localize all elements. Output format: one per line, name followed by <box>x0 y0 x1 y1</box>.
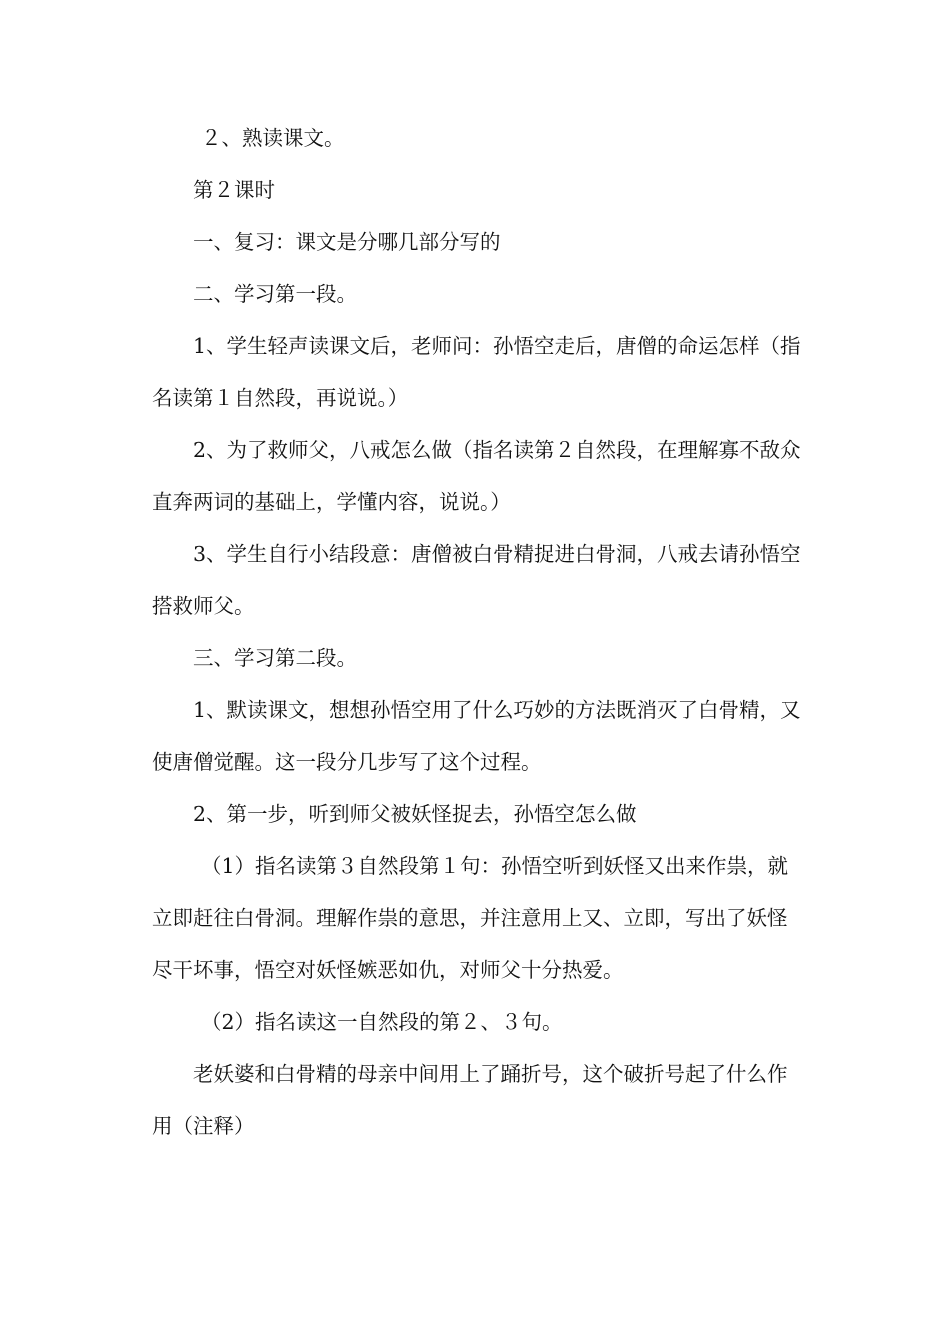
paragraph-review: 一、复习：课文是分哪几部分写的 <box>193 230 501 254</box>
paragraph-sub-item-1: （1）指名读第３自然段第１句：孙悟空听到妖怪又出来作祟，就立即赶往白骨洞。理解作祟的意思，并注意用上又、立即，写出了妖怪尽干坏事，悟空对妖怪嫉恶如仇，对师父十分热爱。 <box>152 854 789 982</box>
document-body <box>152 112 802 1152</box>
paragraph-section-one-step-3: 3、学生自行小结段意：唐僧被白骨精捉进白骨洞，八戒去请孙悟空搭救师父。 <box>152 542 801 618</box>
paragraph-lesson-heading: 第２课时 <box>193 178 275 202</box>
paragraph-section-two-step-1: 1、默读课文，想想孙悟空用了什么巧妙的方法既消灭了白骨精，又使唐僧觉醒。这一段分几步写了这个过程。 <box>152 698 801 774</box>
paragraph-reading-task: ２、熟读课文。 <box>201 126 345 150</box>
paragraph-section-two-step-2: 2、第一步，听到师父被妖怪捉去，孙悟空怎么做 <box>193 802 637 826</box>
paragraph-section-two-heading: 三、学习第二段。 <box>193 646 357 670</box>
paragraph-section-one-step-2: 2、为了救师父，八戒怎么做（指名读第２自然段，在理解寡不敌众直奔两词的基础上，学懂内容，说说。） <box>152 438 801 514</box>
paragraph-section-one-heading: 二、学习第一段。 <box>193 282 357 306</box>
paragraph-sub-item-2: （2）指名读这一自然段的第２、３句。 <box>201 1010 563 1034</box>
paragraph-dash-question: 老妖婆和白骨精的母亲中间用上了踊折号，这个破折号起了什么作用（注释） <box>152 1062 788 1138</box>
paragraph-section-one-step-1: 1、学生轻声读课文后，老师问：孙悟空走后，唐僧的命运怎样（指名读第１自然段，再说说。） <box>152 334 801 410</box>
